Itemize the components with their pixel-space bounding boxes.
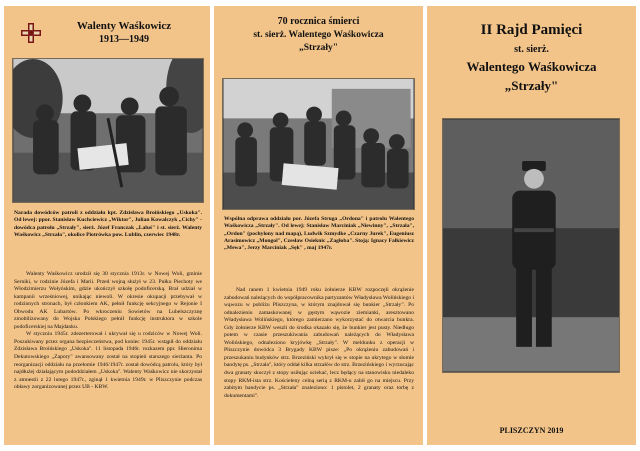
anniversary-title: 70 rocznica śmierci [277, 16, 360, 27]
rally-title: II Rajd Pamięci [480, 22, 583, 38]
event-year: PLISZCZYN 2019 [499, 426, 564, 435]
rally-hero-nickname: „Strzały" [504, 78, 559, 93]
photo-patrol-meeting [12, 58, 204, 203]
death-account-paragraph: Nad ranem 1 kwietnia 1949 roku żołnierze KBW rozpoczęli okrążenie zabudowań należących do współpracownika partyzantów Władysława Wolińskiego i wąwozu w pobliżu Pliszczyna, w którym znajdował się bunkier „Strzały". Po odnalezieniu zamaskowanej w gęstym wąwozie ziemianki, aresztowano Władysława Wolińskiego, którego zamierzano wykorzystać do otwarcia bunkra. Gdy żołnierze KBW weszli do środka okazało się, że bunkier jest pusty. Niedługo potem w czasie przeszukiwania zabudowań należących do Władysława Wolińskiego, odnaleziono kryjówkę „Strzały". W meldunku z operacji w Pliszczynie dowódca 3 Brygady KBW pisze: „Po okrążeniu zabudowań i przeszukaniu budynków strz. Brzeziński wykrył się w stopie na ukrytego w słomie bandytę ps. „Strzała", który oddał kilka strzałów do strz. Brzezińskiego i wyrzucając dwa granaty skoczył z stopy usiłując uciekać, lecz będący na stanowisku niedaleko stopy RKM-ista strz. Kościeleny celną serią z RKM-u zabił go na miejscu. Przy zabitym bandycie ps. „Strzała" znaleziono: 1 pistolet, 2 granaty oraz torbę z dokumentami". [224, 287, 414, 399]
portrait-photo [442, 118, 620, 373]
panel-right [427, 6, 636, 445]
photo-caption-middle: Wspólna odprawa oddziału por. Józefa Struga „Ordona" i patrolu Walentego Waśkowicza „Strzały". Od lewej: Stanisław Marciniak „Niewinny", „Strzała", „Ordon" (pochylony nad mapą), Ludwik Szmydke „Czarny Jurek", Eugeniusz Arasimowicz „Mongol", Czesław Osieknic „Zagłoba". Stoją: Ignacy Falkiewicz „Mewa", Jerzy Marciniak „Sęk" , maj 1947r. [224, 216, 414, 252]
panel-middle [214, 6, 423, 445]
hero-name: Walenty Waśkowicz [76, 20, 172, 32]
cross-emblem-icon [20, 22, 42, 44]
biography-paragraph: W styczniu 1945r. zdezerterował i ukrywał się u rodziców w Nowej Woli. Poszukiwany przez organa bezpieczeństwa, pod koniec 1945r. wstąpił do oddziału Zdzisława Broińskiego „Uskoka". 11 listopada 1946r. rozkazem ppr. Hieronima Dekutowskiego „Zapory" awansowany został na stopień starszego sierżanta. Po reorganizacji oddziału na przełomie 1946/1947r. został dowódcą patrolu, który był najdłużej działającym pododdziałem „Uskoka". Walenty Waśkowicz nie skorzystał z amnestii z 22 lutego 1947r., zginął 1 kwietnia 1949r. w Pliszczynie podczas obławy zorganizowanej przez UB - KBW. [14, 331, 202, 391]
rally-hero-name: Walentego Waśkowicza [466, 59, 597, 74]
biography-text [14, 271, 202, 392]
hero-dates: 1913—1949 [99, 34, 149, 45]
biography-paragraph: Walenty Waśkowicz urodził się 30 stycznia 1913r. w Nowej Woli, gminie Serniki, w rodzinie Józefa i Marii. Przed wojną służył w 23. Pułku Piechoty we Włodzimierzu Wołyńskim, gdzie ukończył szkołę podoficerską. Brał udział w kampanii wrześniowej, unikając niewoli. W okresie okupacji przebywał w rodzinnych stronach, był członkiem AK, pełnił funkcję sekcyjnego w Rejonie I Obwodu AK Lubartów. Po wkroczeniu Sowietów na Lubelszczyznę zmobilizowany do Wojska Polskiego pełnił funkcję instruktora w szkole podoficerskiej na Majdanku. [14, 271, 202, 330]
anniversary-subtitle: st. sierż. Walentego Waśkowicza [253, 30, 384, 40]
anniversary-nickname: „Strzały" [298, 43, 339, 53]
panel-left [4, 6, 210, 445]
photo-caption-left: Narada dowódców patroli z oddziału kpt. Zdzisława Broińskiego „Uskoka". Od lewej: ppor. Stanisław Kuchciewicz „Wiktor", Julian Kowalczyk „Cichy" - dowódca patrolu „Strzały", sierż. Józef Franczak „Laluś" i st. sierż. Walenty Waśkowicz „Strzała", okolice Piotrówka pow. Lublin, czerwiec 1948r. [14, 210, 202, 238]
rally-rank: st. sierż. [514, 44, 549, 55]
photo-joint-briefing [222, 78, 415, 210]
death-account-text [224, 287, 414, 400]
